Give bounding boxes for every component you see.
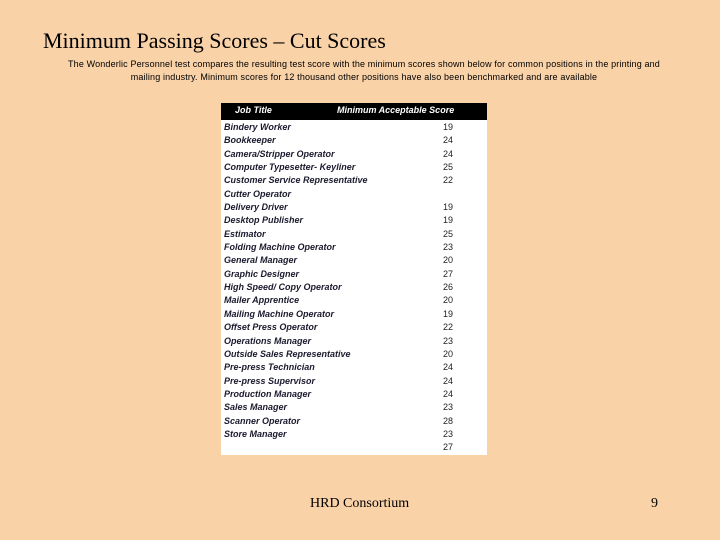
header-min-score: Minimum Acceptable Score xyxy=(337,105,455,115)
page-number: 9 xyxy=(651,496,658,511)
score-cell: 19 xyxy=(443,215,454,226)
score-cell: 20 xyxy=(443,255,454,266)
job-title-column xyxy=(224,121,368,441)
score-cell: 23 xyxy=(443,402,454,413)
job-title-cell: Outside Sales Representative xyxy=(224,348,351,359)
score-cell: 26 xyxy=(443,282,454,293)
job-title-cell: High Speed/ Copy Operator xyxy=(224,282,342,293)
score-cell: 24 xyxy=(443,135,454,146)
job-title-cell: Store Manager xyxy=(224,428,287,439)
job-title-cell: Customer Service Representative xyxy=(224,175,368,186)
job-title-cell: Production Manager xyxy=(224,388,312,399)
job-title-cell: Bookkeeper xyxy=(224,135,276,146)
job-title-cell: Camera/Stripper Operator xyxy=(224,148,335,159)
job-title-cell: Operations Manager xyxy=(224,335,312,346)
slide-title: Minimum Passing Scores – Cut Scores xyxy=(43,28,386,53)
score-cell: 24 xyxy=(443,375,454,386)
score-cell: 25 xyxy=(443,228,454,239)
job-title-cell: Folding Machine Operator xyxy=(224,242,336,253)
score-cell: 24 xyxy=(443,388,454,399)
score-column xyxy=(443,121,453,455)
score-cell: 24 xyxy=(443,148,454,159)
intro-line-1: The Wonderlic Personnel test compares the resulting test score with the minimum scores shown below for common positions in the printing and xyxy=(68,59,660,69)
score-cell: 24 xyxy=(443,362,454,373)
score-cell: 19 xyxy=(443,308,454,319)
job-title-cell: Computer Typesetter- Keyliner xyxy=(224,162,356,173)
table-header xyxy=(221,103,487,120)
score-cell xyxy=(443,188,453,201)
footer-text: HRD Consortium xyxy=(310,496,410,511)
job-title-cell: Estimator xyxy=(224,228,266,239)
score-cell: 25 xyxy=(443,162,454,173)
intro-paragraph xyxy=(40,58,688,84)
job-title-cell: Bindery Worker xyxy=(224,122,291,132)
header-job-title: Job Title xyxy=(235,105,272,115)
job-title-cell: Desktop Publisher xyxy=(224,215,304,226)
score-cell: 19 xyxy=(443,202,454,213)
job-title-cell: Delivery Driver xyxy=(224,202,288,213)
score-cell: 28 xyxy=(443,415,454,426)
job-title-cell: Mailer Apprentice xyxy=(224,295,300,306)
job-title-cell: Graphic Designer xyxy=(224,268,300,279)
score-cell: 23 xyxy=(443,335,454,346)
job-title-cell: Pre-press Technician xyxy=(224,362,315,373)
score-cell: 23 xyxy=(443,428,454,439)
score-cell: 22 xyxy=(443,175,454,186)
cut-scores-table xyxy=(221,103,487,455)
job-title-cell: Pre-press Supervisor xyxy=(224,375,316,386)
job-title-cell: Mailing Machine Operator xyxy=(224,308,335,319)
job-title-cell: Offset Press Operator xyxy=(224,322,318,333)
score-cell: 27 xyxy=(443,442,454,453)
score-cell: 27 xyxy=(443,268,454,279)
score-cell: 20 xyxy=(443,348,454,359)
intro-line-2: mailing industry. Minimum scores for 12 thousand other positions have also been benchmarked and are available xyxy=(130,72,598,82)
job-title-cell: Cutter Operator xyxy=(224,188,292,199)
score-cell: 23 xyxy=(443,242,454,253)
job-title-cell: Sales Manager xyxy=(224,402,288,413)
score-cell: 22 xyxy=(443,322,454,333)
score-cell: 19 xyxy=(443,122,454,132)
job-title-cell: General Manager xyxy=(224,255,298,266)
job-title-cell: Scanner Operator xyxy=(224,415,301,426)
score-cell: 20 xyxy=(443,295,454,306)
